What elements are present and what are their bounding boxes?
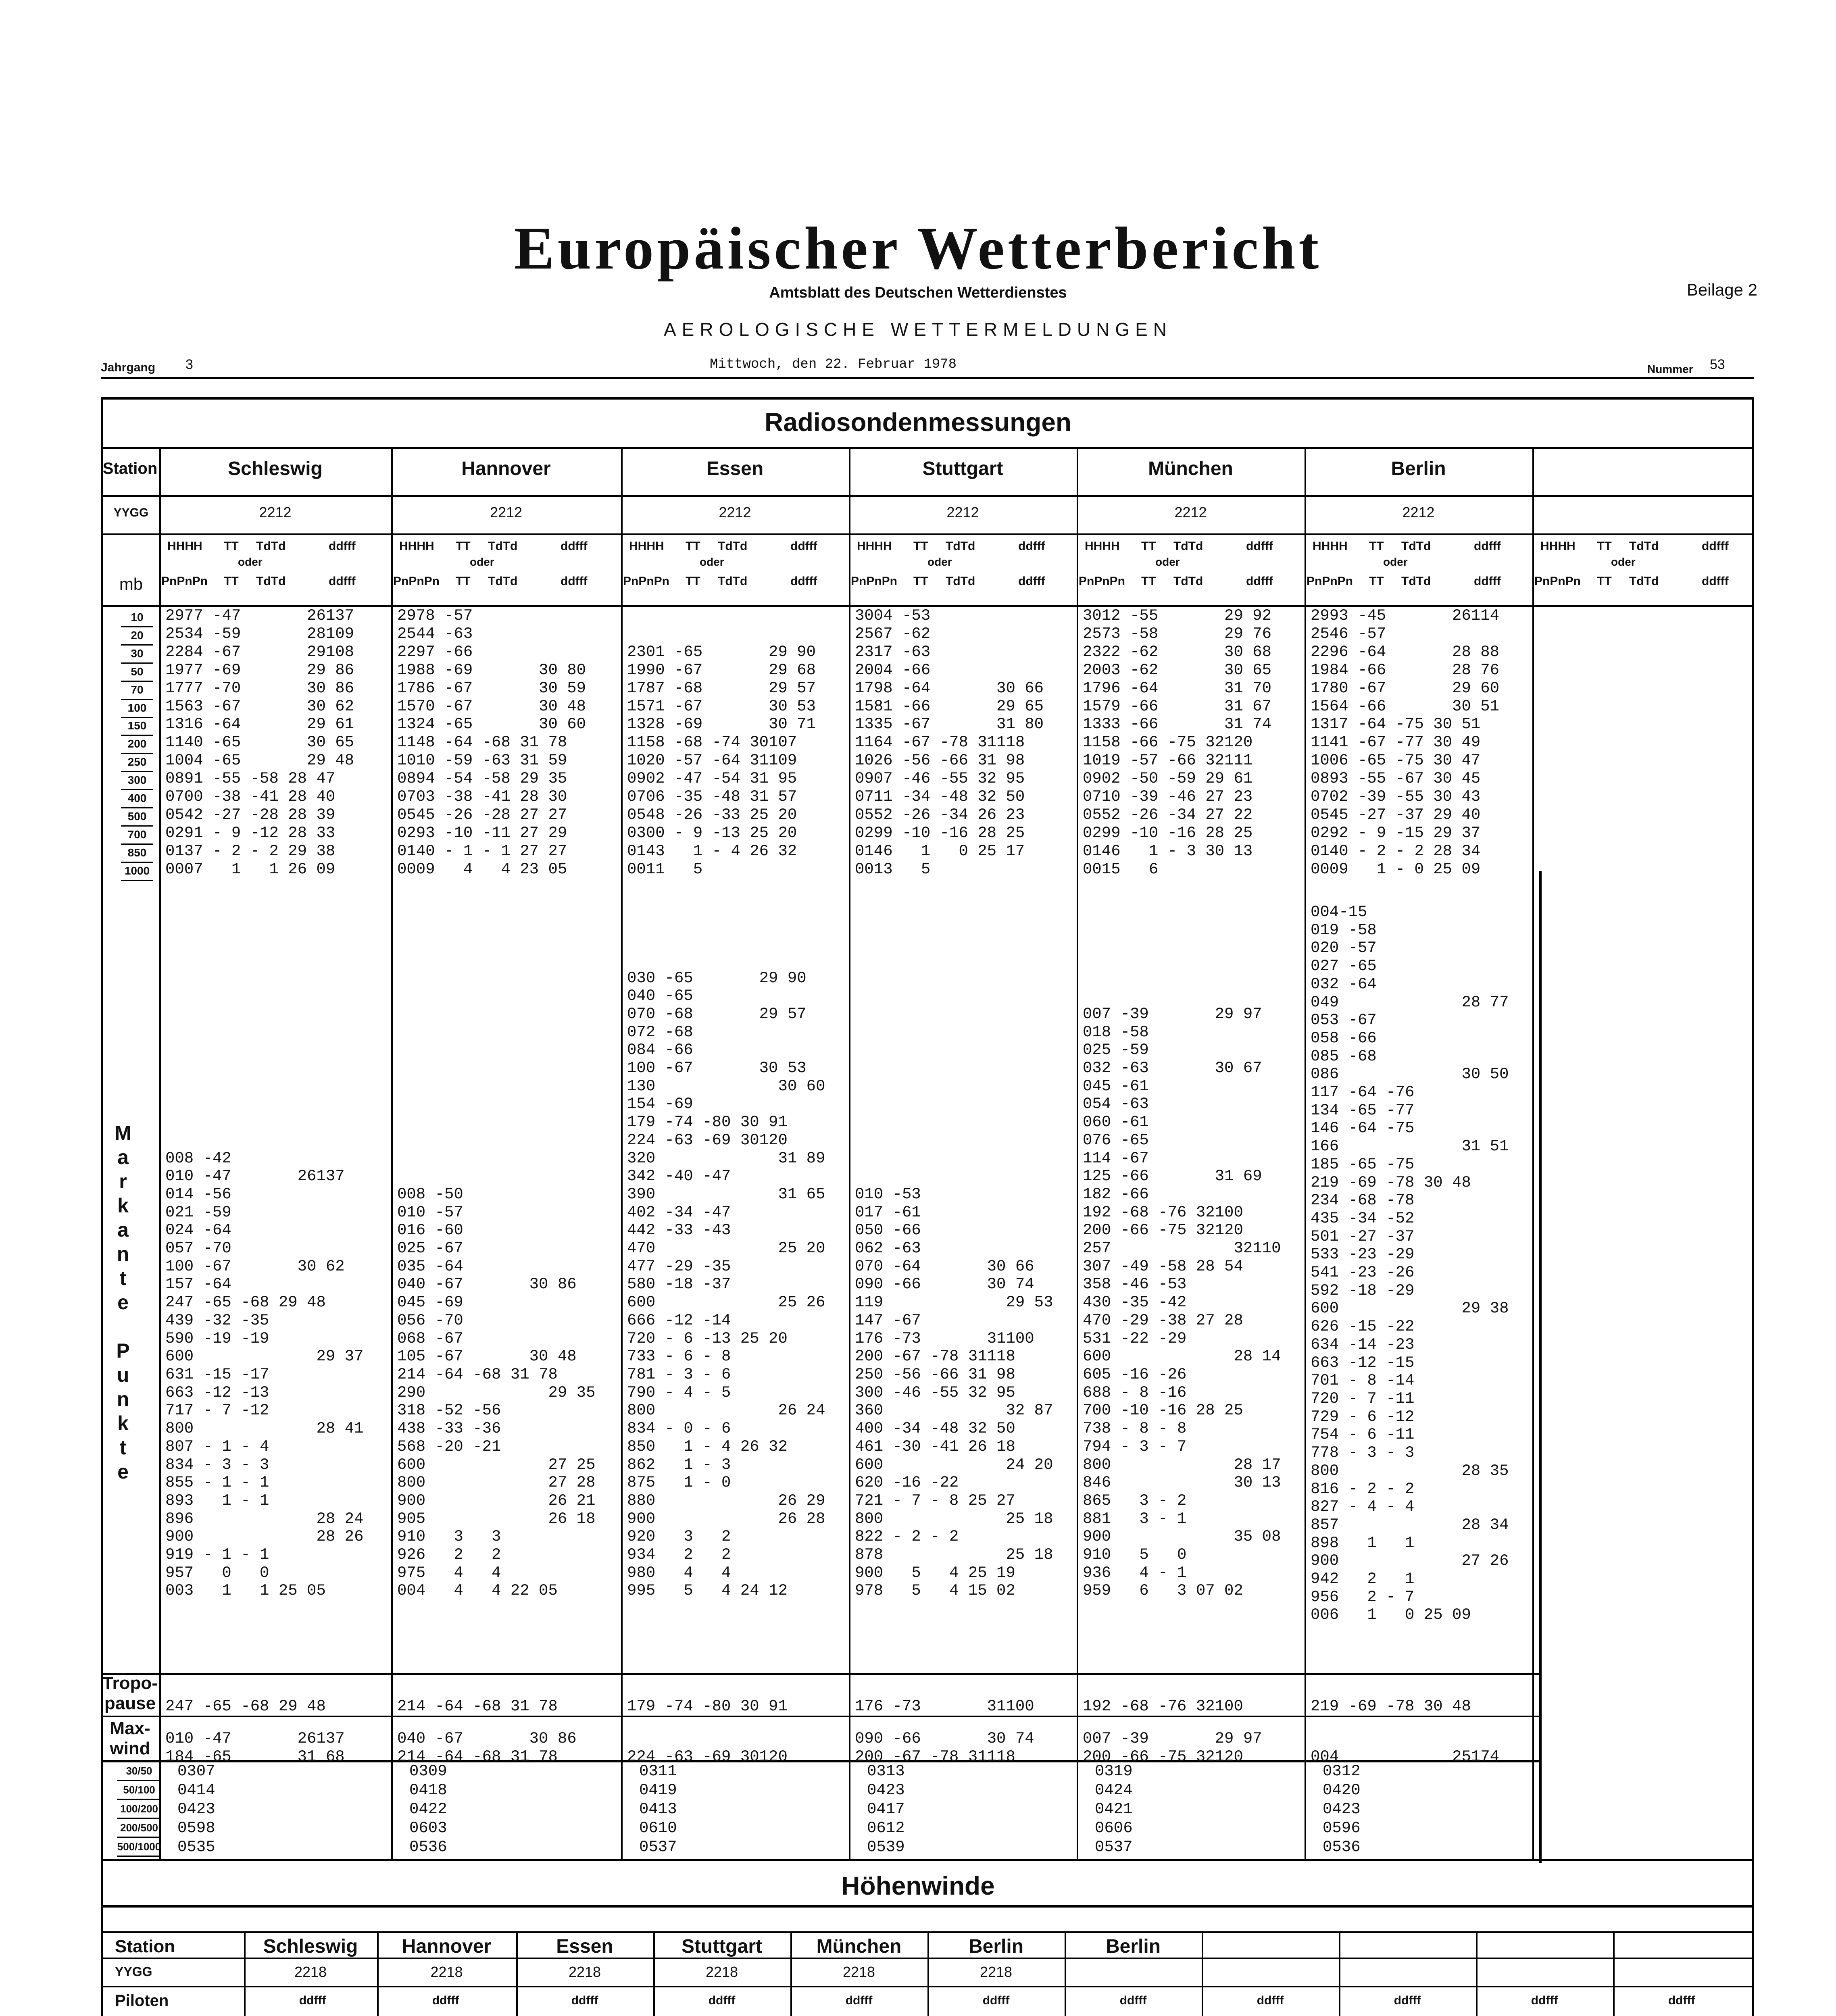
oder-label: oder: [1155, 556, 1180, 568]
pressure-level: 250: [121, 753, 153, 772]
pressure-level: 1000: [121, 862, 153, 881]
shear-hannover: 0309 0418 0422 0603 0536: [409, 1762, 447, 1856]
tdtd-header: TdTd: [946, 539, 975, 553]
winds-ddfff-header: ddfff: [982, 1994, 1010, 2007]
pressure-level: 70: [121, 681, 153, 700]
station-muenchen: München: [1148, 458, 1233, 479]
tdtd-header: TdTd: [488, 575, 518, 588]
tdtd-header: TdTd: [946, 575, 975, 588]
issue-date: Mittwoch, den 22. Februar 1978: [710, 357, 957, 372]
ddfff-header: ddfff: [1702, 539, 1729, 553]
ddfff-header: ddfff: [561, 575, 588, 588]
shear-essen: 0311 0419 0413 0610 0537: [639, 1762, 677, 1856]
ddfff-header: ddfff: [1474, 539, 1501, 553]
shear-level: 500/1000: [117, 1838, 161, 1857]
oder-label: oder: [470, 556, 494, 568]
marked-letter: t: [119, 1267, 127, 1289]
winds-station-label: Station: [115, 1937, 175, 1956]
marked-letter: e: [117, 1291, 129, 1314]
marked-points-berlin: 004-15 019 -58 020 -57 027 -65 032 -64 049 28 77 053 -67 058 -66 085 -68 086 30 50 117 -64 -76 134 -65 -77 146 -64 -75 166 31 51 185 -65 -75 219 -69 -78 30 48 234 -68 -78 435 -34 -52 501 -27 -37 533 -23 -29 541 -23 -26 592 -18 -29 600 29 38 626 -15 -22 634 -14 -23 663 -12 -15 701 - 8 -14 720 - 7 -11 729 - 6 -12 754 - 6 -11 778 - 3 - 3 800 28 35 816 - 2 - 2 827 - 4 - 4 857 28 34 898 1 1 900 27 26 942 2 1 956 2 - 7 006 1 0 25 09: [1311, 903, 1509, 1624]
shear-level: 100/200: [117, 1800, 161, 1819]
marked-points-stuttgart: 010 -53 017 -61 050 -66 062 -63 070 -64 30 66 090 -66 30 74 119 29 53 147 -67 176 -73 31100 200 -67 -78 31118 250 -56 -66 31 98 300 -46 -55 32 95 360 32 87 400 -34 -48 32 50 461 -30 -41 26 18 600 24 20 620 -16 -22 721 - 7 - 8 25 27 800 25 18 822 - 2 - 2 878 25 18 900 5 4 25 19 978 5 4 15 02: [855, 1185, 1053, 1600]
station-berlin: Berlin: [1391, 458, 1446, 479]
tdtd-header: TdTd: [1629, 575, 1659, 588]
tropopause-stuttgart: 176 -73 31100: [855, 1697, 1034, 1715]
hhhh-header: HHHH: [629, 539, 664, 553]
ddfff-header: ddfff: [561, 539, 588, 553]
data-column-muenchen: 3012 -55 29 92 2573 -58 29 76 2322 -62 30 68 2003 -62 30 65 1796 -64 31 70 1579 -66 31 67 1333 -66 31 74 1158 -66 -75 32120 1019 -57 -66 32111 0902 -50 -59 29 61 0710 -39 -46 27 23 0552 -26 -34 27 22 0299 -10 -16 28 25 0146 1 - 3 30 13 0015 6: [1083, 607, 1272, 878]
maxwind-label: Max- wind: [110, 1718, 150, 1758]
marked-letter: a: [117, 1146, 129, 1168]
tt-header: TT: [456, 539, 471, 553]
tdtd-header: TdTd: [1173, 539, 1203, 553]
yygg-value: 2212: [1174, 504, 1207, 521]
winds-yygg: 2218: [979, 1964, 1013, 1980]
pressure-level: 400: [121, 789, 153, 808]
winds-ddfff-header: ddfff: [299, 1994, 326, 2007]
station-label: Station: [102, 460, 158, 477]
ddfff-header: ddfff: [329, 539, 356, 553]
radiosonde-title: Radiosondenmessungen: [765, 408, 1071, 437]
marked-points-schleswig: 008 -42 010 -47 26137 014 -56 021 -59 024 -64 057 -70 100 -67 30 62 157 -64 247 -65 -68 29 48 439 -32 -35 590 -19 -19 600 29 37 631 -15 -17 663 -12 -13 717 - 7 -12 800 28 41 807 - 1 - 4 834 - 3 - 3 855 - 1 - 1 893 1 - 1 896 28 24 900 28 26 919 - 1 - 1 957 0 0 003 1 1 25 05: [165, 1149, 364, 1600]
winds-yygg: 2218: [705, 1964, 738, 1980]
ddfff-header: ddfff: [1246, 539, 1273, 553]
marked-letter: r: [119, 1170, 127, 1193]
tt-header: TT: [224, 539, 239, 553]
mb-label: mb: [119, 575, 143, 594]
winds-station-berlin-2: Berlin: [1105, 1936, 1161, 1957]
shear-stuttgart: 0313 0423 0417 0612 0539: [867, 1762, 905, 1856]
oder-label: oder: [927, 556, 952, 568]
winds-pilot-label: Piloten: [115, 1992, 169, 2010]
pressure-level: 700: [121, 825, 153, 845]
upper-winds-title: Höhenwinde: [841, 1871, 995, 1900]
shear-muenchen: 0319 0424 0421 0606 0537: [1095, 1762, 1133, 1856]
marked-letter: u: [117, 1364, 129, 1386]
winds-ddfff-header: ddfff: [845, 1994, 873, 2007]
winds-station-hannover: Hannover: [402, 1936, 492, 1957]
pressure-level: 150: [121, 716, 153, 736]
tdtd-header: TdTd: [256, 575, 286, 588]
marked-points-hannover: 008 -50 010 -57 016 -60 025 -67 035 -64 040 -67 30 86 045 -69 056 -70 068 -67 105 -67 30 48 214 -64 -68 31 78 290 29 35 318 -52 -56 438 -33 -36 568 -20 -21 600 27 25 800 27 28 900 26 21 905 26 18 910 3 3 926 2 2 975 4 4 004 4 4 22 05: [397, 1185, 596, 1600]
maxwind-stuttgart: 090 -66 30 74 200 -67 -78 31118: [855, 1730, 1034, 1766]
tdtd-header: TdTd: [488, 539, 518, 553]
marked-letter: t: [119, 1436, 127, 1459]
volume-label: Jahrgang: [101, 361, 156, 374]
pressure-level: 20: [121, 626, 153, 646]
winds-yygg: 2218: [842, 1964, 875, 1980]
yygg-value: 2212: [946, 504, 979, 521]
shear-level: 30/50: [117, 1762, 161, 1781]
winds-yygg: 2218: [430, 1964, 463, 1980]
marked-letter: k: [117, 1412, 129, 1435]
pn-header: PnPnPn: [623, 575, 670, 588]
header-rule: [101, 377, 1754, 379]
yygg-value: 2212: [259, 504, 292, 521]
yygg-label: YYGG: [113, 506, 149, 519]
issue-number: 53: [1710, 357, 1725, 372]
winds-ddfff-header: ddfff: [708, 1994, 736, 2007]
station-hannover: Hannover: [461, 458, 551, 479]
maxwind-muenchen: 007 -39 29 97 200 -66 -75 32120: [1083, 1730, 1262, 1766]
marked-letter: P: [116, 1339, 130, 1362]
ddfff-header: ddfff: [790, 575, 817, 588]
pressure-level: 30: [121, 644, 153, 664]
marked-letter: a: [117, 1218, 129, 1241]
winds-ddfff-header: ddfff: [432, 1994, 459, 2007]
pressure-level: 300: [121, 771, 153, 790]
tropopause-schleswig: 247 -65 -68 29 48: [165, 1697, 326, 1715]
shear-berlin: 0312 0420 0423 0596 0536: [1323, 1762, 1361, 1856]
maxwind-berlin: 004 25174: [1311, 1747, 1500, 1766]
hhhh-header: HHHH: [167, 539, 202, 553]
volume-number: 3: [185, 357, 193, 372]
ddfff-header: ddfff: [329, 575, 356, 588]
ddfff-header: ddfff: [1018, 539, 1045, 553]
data-column-schleswig: 2977 -47 26137 2534 -59 28109 2284 -67 29108 1977 -69 29 86 1777 -70 30 86 1563 -67 30 62 1316 -64 29 61 1140 -65 30 65 1004 -65 29 48 0891 -55 -58 28 47 0700 -38 -41 28 40 0542 -27 -28 28 39 0291 - 9 -12 28 33 0137 - 2 - 2 29 38 0007 1 1 26 09: [165, 607, 354, 878]
yygg-value: 2212: [719, 504, 751, 521]
shear-level: 50/100: [117, 1781, 161, 1800]
tt-header: TT: [1369, 539, 1384, 553]
station-stuttgart: Stuttgart: [922, 458, 1003, 479]
winds-ddfff-header: ddfff: [1531, 1994, 1558, 2007]
winds-station-berlin: Berlin: [968, 1936, 1024, 1957]
shear-level: 200/500: [117, 1819, 161, 1838]
pressure-level: 850: [121, 843, 153, 863]
yygg-value: 2212: [490, 504, 523, 521]
data-column-essen: 2301 -65 29 90 1990 -67 29 68 1787 -68 29 57 1571 -67 30 53 1328 -69 30 71 1158 -68 -74 30107 1020 -57 -64 31109 0902 -47 -54 31 95 0706 -35 -48 31 57 0548 -26 -33 25 20 0300 - 9 -13 25 20 0143 1 - 4 26 32 0011 5: [627, 643, 816, 878]
oder-label: oder: [1611, 556, 1636, 568]
winds-ddfff-header: ddfff: [1119, 1994, 1147, 2007]
pressure-level: 50: [121, 662, 153, 682]
tt-header: TT: [224, 575, 239, 588]
tdtd-header: TdTd: [1173, 575, 1203, 588]
tdtd-header: TdTd: [256, 539, 286, 553]
tt-header: TT: [686, 575, 700, 588]
winds-yygg: 2218: [568, 1964, 601, 1980]
winds-yygg: 2218: [294, 1964, 327, 1980]
subtitle: Amtsblatt des Deutschen Wetterdienstes: [769, 284, 1067, 301]
tt-header: TT: [1597, 539, 1612, 553]
tt-header: TT: [456, 575, 471, 588]
hhhh-header: HHHH: [857, 539, 892, 553]
tropopause-hannover: 214 -64 -68 31 78: [397, 1697, 558, 1715]
tropopause-essen: 179 -74 -80 30 91: [627, 1697, 788, 1715]
station-schleswig: Schleswig: [228, 458, 323, 479]
marked-letter: k: [117, 1194, 129, 1217]
pressure-level: 500: [121, 807, 153, 827]
marked-points-label: [109, 1121, 137, 1484]
winds-station-muenchen: München: [816, 1936, 902, 1957]
shear-schleswig: 0307 0414 0423 0598 0535: [177, 1762, 215, 1856]
pn-header: PnPnPn: [1307, 575, 1353, 588]
data-column-stuttgart: 3004 -53 2567 -62 2317 -63 2004 -66 1798 -64 30 66 1581 -66 29 65 1335 -67 31 80 1164 -67 -78 31118 1026 -56 -66 31 98 0907 -46 -55 32 95 0711 -34 -48 32 50 0552 -26 -34 26 23 0299 -10 -16 28 25 0146 1 0 25 17 0013 5: [855, 607, 1044, 878]
tt-header: TT: [913, 575, 928, 588]
tt-header: TT: [1141, 575, 1156, 588]
pn-header: PnPnPn: [1079, 575, 1125, 588]
winds-station-stuttgart: Stuttgart: [681, 1936, 762, 1957]
tt-header: TT: [913, 539, 928, 553]
tt-header: TT: [1141, 539, 1156, 553]
maxwind-hannover: 040 -67 30 86 214 -64 -68 31 78: [397, 1730, 577, 1766]
maxwind-essen: 224 -63 -69 30120: [627, 1747, 788, 1766]
tropopause-berlin: 219 -69 -78 30 48: [1311, 1697, 1471, 1715]
winds-station-essen: Essen: [556, 1936, 613, 1957]
marked-letter: n: [117, 1243, 129, 1265]
maxwind-schleswig: 010 -47 26137 184 -65 31 68: [165, 1730, 345, 1766]
ddfff-header: ddfff: [1246, 575, 1273, 588]
hhhh-header: HHHH: [1313, 539, 1348, 553]
ddfff-header: ddfff: [1018, 575, 1045, 588]
marked-points-essen: 030 -65 29 90 040 -65 070 -68 29 57 072 -68 084 -66 100 -67 30 53 130 30 60 154 -69 179 -74 -80 30 91 224 -63 -69 30120 320 31 89 342 -40 -47 390 31 65 402 -34 -47 442 -33 -43 470 25 20 477 -29 -35 580 -18 -37 600 25 26 666 -12 -14 720 - 6 -13 25 20 733 - 6 - 8 781 - 3 - 6 790 - 4 - 5 800 26 24 834 - 0 - 6 850 1 - 4 26 32 862 1 - 3 875 1 - 0 880 26 29 900 26 28 920 3 2 934 2 2 980 4 4 995 5 4 24 12: [627, 969, 825, 1600]
winds-ddfff-header: ddfff: [1394, 1994, 1421, 2007]
hhhh-header: HHHH: [1540, 539, 1576, 553]
pn-header: PnPnPn: [393, 575, 440, 588]
tropopause-muenchen: 192 -68 -76 32100: [1083, 1697, 1243, 1715]
tt-header: TT: [1369, 575, 1384, 588]
pressure-level: 200: [121, 735, 153, 754]
marked-letter: M: [115, 1122, 131, 1144]
number-label: Nummer: [1647, 363, 1693, 375]
tdtd-header: TdTd: [718, 539, 748, 553]
winds-station-schleswig: Schleswig: [263, 1936, 358, 1957]
winds-ddfff-header: ddfff: [1668, 1994, 1695, 2007]
pn-header: PnPnPn: [1534, 575, 1581, 588]
data-column-hannover: 2978 -57 2544 -63 2297 -66 1988 -69 30 80 1786 -67 30 59 1570 -67 30 48 1324 -65 30 60 1148 -64 -68 31 78 1010 -59 -63 31 59 0894 -54 -58 29 35 0703 -38 -41 28 30 0545 -26 -28 27 27 0293 -10 -11 27 29 0140 - 1 - 1 27 27 0009 4 4 23 05: [397, 607, 586, 878]
tropopause-label: Tropo- pause: [102, 1673, 158, 1713]
oder-label: oder: [238, 556, 263, 568]
page-title: Europäischer Wetterbericht: [514, 215, 1322, 282]
ddfff-header: ddfff: [790, 539, 817, 553]
station-essen: Essen: [706, 458, 764, 479]
yygg-value: 2212: [1402, 504, 1435, 521]
hhhh-header: HHHH: [1085, 539, 1120, 553]
tdtd-header: TdTd: [1629, 539, 1659, 553]
data-column-berlin: 2993 -45 26114 2546 -57 2296 -64 28 88 1984 -66 28 76 1780 -67 29 60 1564 -66 30 51 1317 -64 -75 30 51 1141 -67 -77 30 49 1006 -65 -75 30 47 0893 -55 -67 30 45 0702 -39 -55 30 43 0545 -27 -37 29 40 0292 - 9 -15 29 37 0140 - 2 - 2 28 34 0009 1 - 0 25 09: [1311, 607, 1500, 878]
oder-label: oder: [1383, 556, 1408, 568]
pn-header: PnPnPn: [161, 575, 208, 588]
ddfff-header: ddfff: [1702, 575, 1729, 588]
marked-points-muenchen: 007 -39 29 97 018 -58 025 -59 032 -63 30 67 045 -61 054 -63 060 -61 076 -65 114 -67 125 -66 31 69 182 -66 192 -68 -76 32100 200 -66 -75 32120 257 32110 307 -49 -58 28 54 358 -46 -53 430 -35 -42 470 -29 -38 27 28 531 -22 -29 600 28 14 605 -16 -26 688 - 8 -16 700 -10 -16 28 25 738 - 8 - 8 794 - 3 - 7 800 28 17 846 30 13 865 3 - 2 881 3 - 1 900 35 08 910 5 0 936 4 - 1 959 6 3 07 02: [1083, 1005, 1281, 1600]
tdtd-header: TdTd: [1401, 575, 1431, 588]
winds-ddfff-header: ddfff: [571, 1994, 598, 2007]
pressure-level: 100: [121, 699, 153, 718]
hhhh-header: HHHH: [399, 539, 434, 553]
ddfff-header: ddfff: [1474, 575, 1501, 588]
tt-header: TT: [1597, 575, 1612, 588]
winds-yygg-label: YYGG: [115, 1964, 152, 1979]
section-title: AEROLOGISCHE WETTERMELDUNGEN: [664, 319, 1172, 340]
pn-header: PnPnPn: [851, 575, 898, 588]
tdtd-header: TdTd: [718, 575, 748, 588]
supplement-label: Beilage 2: [1686, 280, 1757, 299]
marked-letter: n: [117, 1388, 129, 1410]
tdtd-header: TdTd: [1401, 539, 1431, 553]
winds-ddfff-header: ddfff: [1257, 1994, 1284, 2007]
tt-header: TT: [686, 539, 700, 553]
marked-letter: e: [117, 1460, 129, 1483]
pressure-level: 10: [121, 608, 153, 627]
oder-label: oder: [700, 556, 724, 568]
